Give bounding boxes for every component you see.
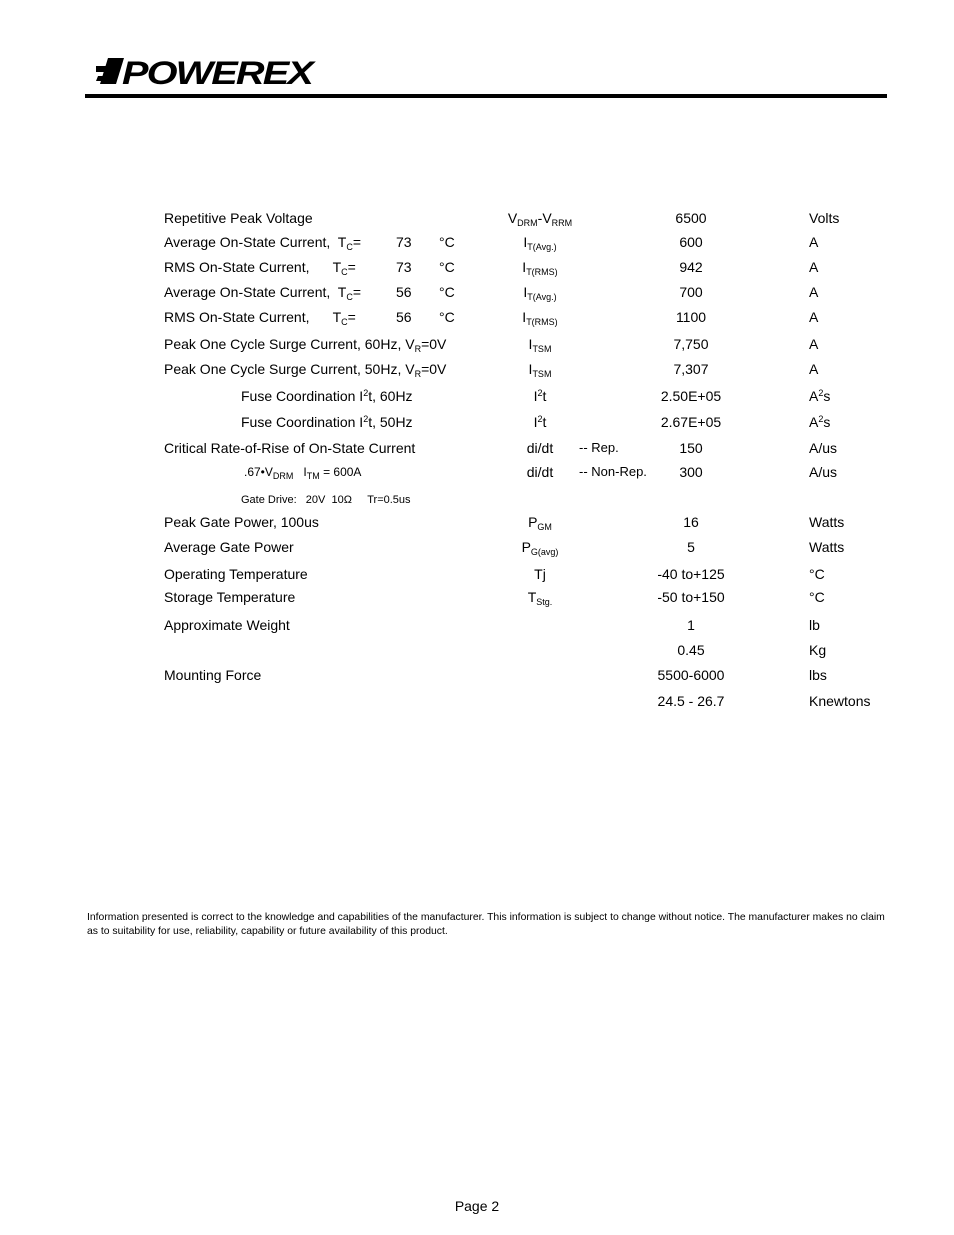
rating-label: $.67•V_{DRM}$ $I_{TM} = 600A$ [244, 465, 362, 481]
disclaimer: Information presented is correct to the knowledge and capabilities of the manufacturer. This information is subject to change without notice. The manufacturer makes no claim as to suitability for use, reliability, capability or future availability of this product. [87, 912, 885, 937]
rating-value: 1 [687, 617, 695, 633]
rating-label: Approximate Weight [164, 617, 290, 633]
rating-unit: Volts [809, 210, 840, 226]
rating-symbol: $I^2t$ [533, 388, 547, 404]
rating-label: Critical Rate-of-Rise of On-State Current [164, 440, 416, 456]
page-number: Page 2 [454, 1198, 500, 1214]
rating-row-approximate-weight-kg [0, 641, 954, 661]
rating-row-surge-current-60hz [0, 335, 954, 355]
rating-unit: °C [809, 589, 825, 605]
rating-value: 24.5 - 26.7 [657, 693, 725, 709]
rating-symbol: $V_{DRM}-V_{RRM}$ [507, 210, 573, 228]
rating-unit: Watts [809, 514, 845, 530]
rating-row-operating-temperature [0, 565, 954, 585]
rating-row-avg-gate-power [0, 538, 954, 558]
rating-note: -- Non-Rep. [579, 464, 647, 479]
rating-value: 0.45 [677, 642, 705, 658]
rating-value: 600 [679, 234, 703, 250]
case-temp-unit: °C [439, 309, 455, 325]
rating-unit: Watts [809, 539, 845, 555]
rating-value: 7,307 [673, 361, 709, 377]
rating-value: 942 [679, 259, 703, 275]
rating-row-mounting-force-knewtons [0, 692, 954, 712]
rating-row-avg-on-state-current-73 [0, 233, 954, 253]
rating-label: Repetitive Peak Voltage [164, 210, 313, 226]
rating-value: 2.50E+05 [660, 388, 722, 404]
rating-value: 16 [683, 514, 699, 530]
rating-label: Peak Gate Power, 100us [164, 514, 319, 530]
rating-value: 7,750 [673, 336, 709, 352]
rating-value: 2.67E+05 [660, 414, 722, 430]
rating-unit: A [809, 259, 819, 275]
rating-label: RMS On-State Current, $T_C=$ [164, 259, 356, 277]
case-temp-value: 73 [396, 234, 412, 250]
case-temp-unit: °C [439, 284, 455, 300]
rating-value: 1100 [675, 309, 707, 325]
gate-drive-note [0, 491, 954, 511]
rating-symbol: $P_{GM}$ [528, 514, 552, 532]
logo-text: POWEREX [122, 55, 316, 88]
rating-row-di-dt-non-rep [0, 463, 954, 483]
rating-row-peak-gate-power [0, 513, 954, 533]
case-temp-value: 73 [396, 259, 412, 275]
rating-row-repetitive-peak-voltage [0, 209, 954, 229]
rating-unit: lbs [809, 667, 827, 683]
rating-note: -- Rep. [579, 440, 619, 455]
gate-drive-text: Gate Drive: 20V 10Ω Tr=0.5us [241, 494, 411, 506]
rating-label: Average Gate Power [164, 539, 294, 555]
rating-row-approximate-weight [0, 616, 954, 636]
rating-label: Storage Temperature [164, 589, 296, 605]
header-rule [85, 94, 887, 98]
rating-unit: A/us [809, 464, 838, 480]
rating-label: RMS On-State Current, $T_C=$ [164, 309, 356, 327]
rating-symbol: $I_{T(Avg.)}$ [523, 284, 557, 302]
rating-unit: $A^2s$ [809, 414, 831, 430]
rating-unit: Knewtons [809, 693, 871, 709]
rating-label: Fuse Coordination $I^2t$, 60Hz [241, 388, 413, 404]
rating-row-avg-on-state-current-56 [0, 283, 954, 303]
rating-unit: Kg [809, 642, 827, 658]
rating-label: Peak One Cycle Surge Current, 50Hz, $V_R=0V$ [164, 361, 447, 379]
rating-symbol: $T_{Stg.}$ [527, 589, 553, 607]
powerex-logo [96, 54, 316, 88]
rating-symbol: Tj [534, 566, 546, 582]
rating-unit: A [809, 336, 819, 352]
rating-unit: A [809, 361, 819, 377]
rating-row-fuse-coordination-50hz [0, 413, 954, 433]
rating-row-fuse-coordination-60hz [0, 387, 954, 407]
rating-row-mounting-force [0, 666, 954, 686]
rating-row-rms-on-state-current-73 [0, 258, 954, 278]
rating-label: Peak One Cycle Surge Current, 60Hz, $V_R=0V$ [164, 336, 447, 354]
rating-symbol: $I_{TSM}$ [528, 336, 552, 354]
rating-unit: A/us [809, 440, 838, 456]
rating-label: Average On-State Current, $T_C=$ [164, 284, 362, 302]
rating-label: Fuse Coordination $I^2t$, 50Hz [241, 414, 413, 430]
rating-symbol: $I^2t$ [533, 414, 547, 430]
rating-value: -40 to+125 [657, 566, 725, 582]
rating-unit: °C [809, 566, 825, 582]
rating-value: 150 [679, 440, 703, 456]
rating-unit: lb [809, 617, 820, 633]
rating-symbol: $P_{G(avg)}$ [521, 539, 559, 557]
rating-symbol: $I_{T(RMS)}$ [522, 309, 558, 327]
case-temp-value: 56 [396, 284, 412, 300]
rating-value: 6500 [675, 210, 707, 226]
rating-symbol: di/dt [526, 464, 554, 480]
rating-row-rms-on-state-current-56 [0, 308, 954, 328]
rating-unit: A [809, 234, 819, 250]
rating-label: Average On-State Current, $T_C=$ [164, 234, 362, 252]
rating-symbol: di/dt [526, 440, 554, 456]
rating-symbol: $I_{T(RMS)}$ [522, 259, 558, 277]
rating-unit: A [809, 309, 819, 325]
rating-value: -50 to+150 [657, 589, 725, 605]
rating-label: Operating Temperature [164, 566, 308, 582]
rating-value: 5 [687, 539, 695, 555]
case-temp-unit: °C [439, 259, 455, 275]
case-temp-value: 56 [396, 309, 412, 325]
rating-label: Mounting Force [164, 667, 262, 683]
case-temp-unit: °C [439, 234, 455, 250]
rating-row-di-dt-rep [0, 439, 954, 459]
rating-row-surge-current-50hz [0, 360, 954, 380]
rating-value: 5500-6000 [657, 667, 725, 683]
rating-value: 700 [679, 284, 703, 300]
rating-unit: $A^2s$ [809, 388, 831, 404]
rating-unit: A [809, 284, 819, 300]
rating-value: 300 [679, 464, 703, 480]
rating-row-storage-temperature [0, 588, 954, 608]
rating-symbol: $I_{TSM}$ [528, 361, 552, 379]
rating-symbol: $I_{T(Avg.)}$ [523, 234, 557, 252]
